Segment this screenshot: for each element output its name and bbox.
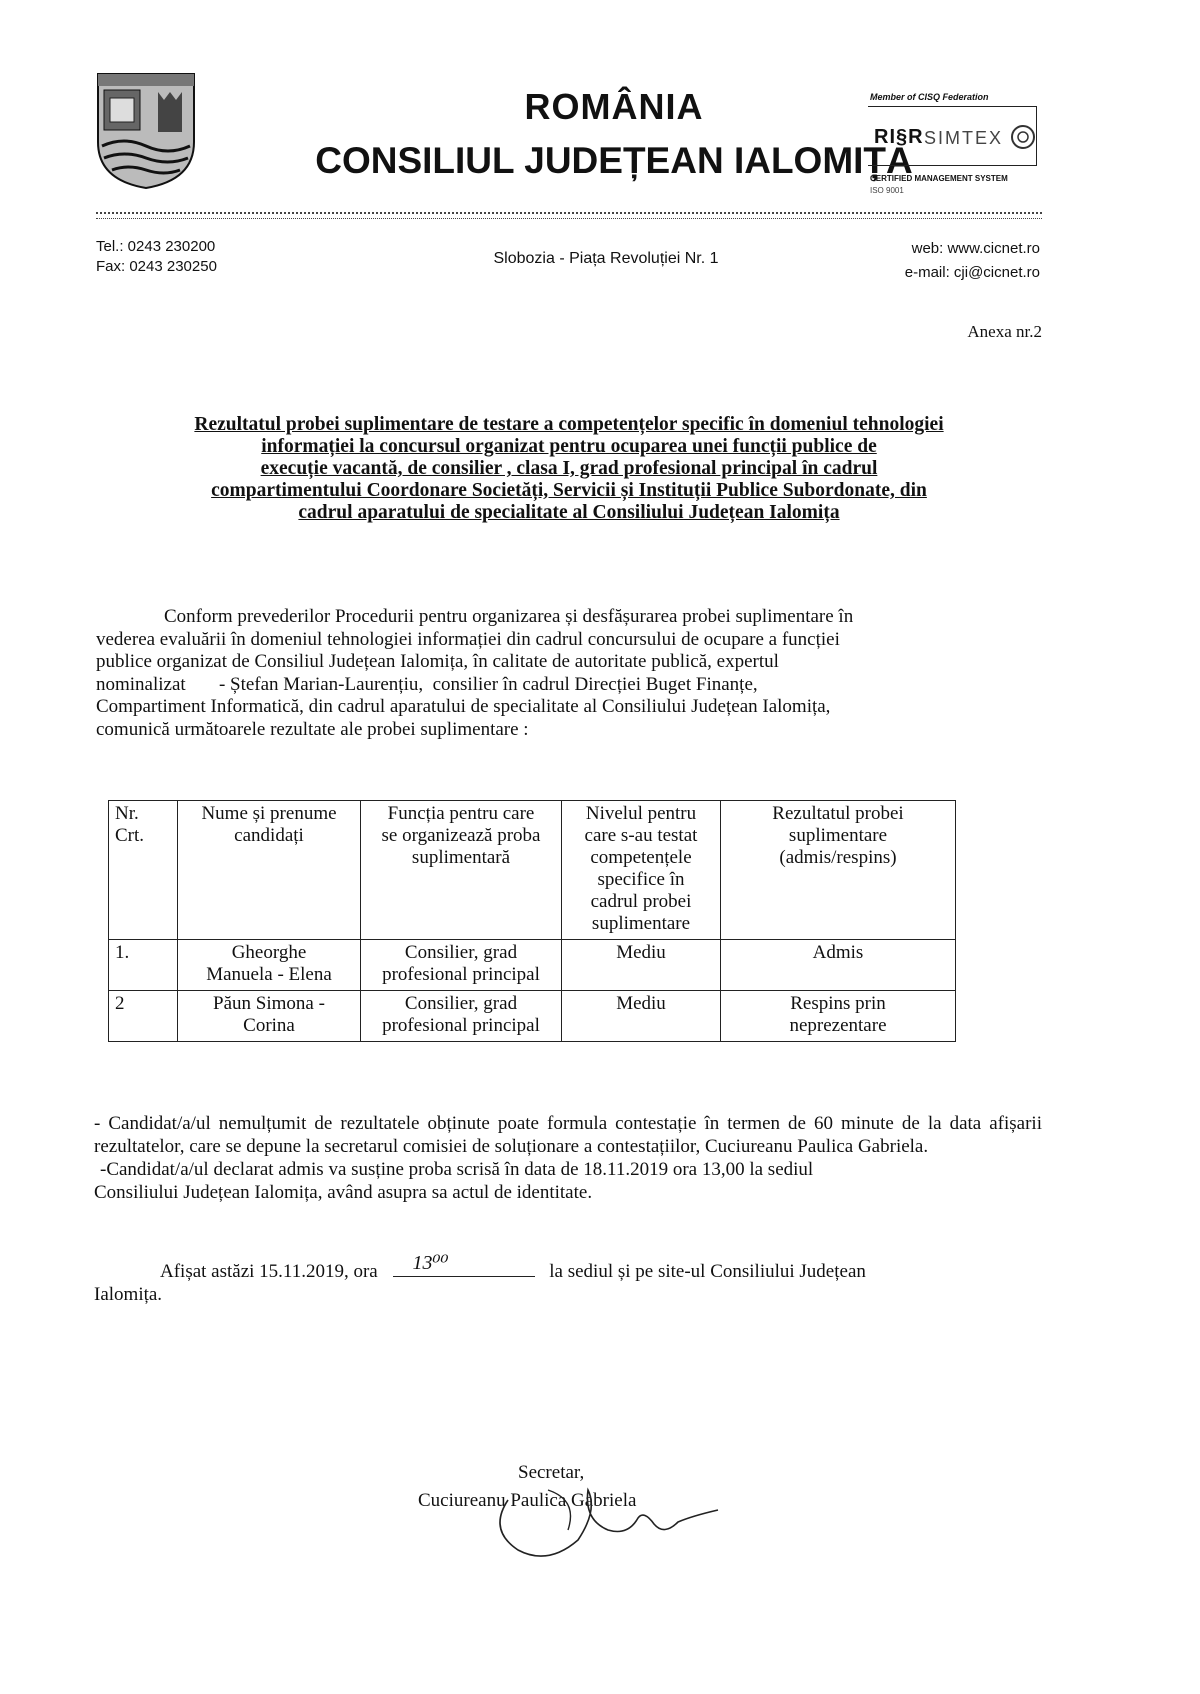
posted-hour-field xyxy=(393,1252,535,1277)
intro-line: Compartiment Informatică, din cadrul aparatului de specialitate al Consiliului Județean Ialomița, xyxy=(96,696,831,717)
cell-nr: 1. xyxy=(109,940,178,991)
signatory-name: Cuciureanu Paulica Gabriela xyxy=(418,1490,637,1511)
header-council-name: CONSILIUL JUDEȚEAN IALOMIȚA xyxy=(315,140,913,181)
results-table xyxy=(108,800,956,1042)
contact-fax: Fax: 0243 230250 xyxy=(96,258,217,275)
contact-email: e-mail: cji@cicnet.ro xyxy=(904,264,1040,281)
intro-line: Conform prevederilor Procedurii pentru organizarea și desfășurarea probei suplimentare în xyxy=(164,606,854,627)
posted-hour-handwritten: 13⁰⁰ xyxy=(412,1252,449,1274)
title-line: informației la concursul organizat pentru ocuparea unei funcții publice de xyxy=(261,436,877,457)
contact-phone: Tel.: 0243 230200 xyxy=(96,238,216,255)
cell-result: Respins prin neprezentare xyxy=(721,991,956,1042)
admitted-note-line: Consiliului Județean Ialomița, având asupra sa actul de identitate. xyxy=(94,1182,593,1203)
header-country: ROMÂNIA xyxy=(524,86,704,127)
posted-location-end: Ialomița. xyxy=(94,1284,163,1305)
table-row xyxy=(109,940,956,991)
header-divider xyxy=(96,212,1042,214)
title-line: Rezultatul probei suplimentare de testare a competențelor specific în domeniul tehnologiei xyxy=(194,414,944,435)
intro-line: comunică următoarele rezultate ale probei suplimentare : xyxy=(96,718,529,740)
title-line: cadrul aparatului de specialitate al Consiliului Județean Ialomița xyxy=(298,502,840,523)
cert-seal-icon xyxy=(1010,124,1036,150)
cell-level: Mediu xyxy=(562,991,721,1042)
cell-function: Consilier, grad profesional principal xyxy=(361,991,562,1042)
header-divider-thin xyxy=(96,218,1042,219)
table-row xyxy=(109,991,956,1042)
title-line: execuție vacantă, de consilier , clasa I, grad profesional principal în cadrul xyxy=(260,458,878,479)
intro-line: publice organizat de Consiliul Județean Ialomița, în calitate de autoritate publică, expertul xyxy=(96,651,779,672)
notes-section xyxy=(94,1112,1042,1204)
document-title xyxy=(96,414,1042,524)
table-header-row xyxy=(109,801,956,940)
cert-risr-logo: RI§R xyxy=(874,126,924,148)
posted-location-text: la sediul și pe site-ul Consiliului Județean xyxy=(549,1261,866,1282)
column-header-result: Rezultatul probei suplimentare (admis/respins) xyxy=(721,801,956,940)
title-line: compartimentului Coordonare Societăți, Servicii și Instituții Publice Subordonate, din xyxy=(211,480,927,501)
cell-candidate-name: Păun Simona - Corina xyxy=(178,991,361,1042)
column-header-nr: Nr. Crt. xyxy=(109,801,178,940)
column-header-name: Nume și prenume candidați xyxy=(178,801,361,940)
contact-website: web: www.cicnet.ro xyxy=(911,240,1040,257)
signature-block xyxy=(418,1460,778,1570)
cert-certified-text: CERTIFIED MANAGEMENT SYSTEM xyxy=(870,174,1008,183)
cert-member-text: Member of CISQ Federation xyxy=(870,92,989,102)
signatory-title: Secretar, xyxy=(518,1462,585,1483)
cell-level: Mediu xyxy=(562,940,721,991)
admitted-note-line: -Candidat/a/ul declarat admis va susține proba scrisă în data de 18.11.2019 ora 13,00 la sediul xyxy=(100,1159,814,1180)
column-header-level: Nivelul pentru care s-au testat competențele specifice în cadrul probei suplimentare xyxy=(562,801,721,940)
intro-line: nominalizat - Ștefan Marian-Laurențiu, consilier în cadrul Direcției Buget Finanțe, xyxy=(96,673,758,695)
handwritten-signature xyxy=(488,1470,728,1570)
cert-iso-text: ISO 9001 xyxy=(870,186,904,195)
posting-notice xyxy=(94,1252,1042,1306)
contestation-note: - Candidat/a/ul nemulțumit de rezultatele obținute poate formula contestație în termen de 60 minute de la data afișarii rezultatelor, care se depune la secretarul comisiei de soluționare a contestațiilor, Cuciureanu Paulica Gabriela. xyxy=(94,1113,1042,1157)
cell-nr: 2 xyxy=(109,991,178,1042)
cell-function: Consilier, grad profesional principal xyxy=(361,940,562,991)
intro-paragraph xyxy=(96,606,1042,741)
annex-label: Anexa nr.2 xyxy=(967,322,1042,341)
cert-simtex-logo: SIMTEX xyxy=(924,128,1004,148)
intro-line: vederea evaluării în domeniul tehnologiei informației din cadrul concursului de ocupare a funcției xyxy=(96,628,840,650)
posted-date-text: Afișat astăzi 15.11.2019, ora xyxy=(160,1261,378,1282)
cell-result: Admis xyxy=(721,940,956,991)
contact-address: Slobozia - Piața Revoluției Nr. 1 xyxy=(493,250,719,267)
column-header-function: Funcția pentru care se organizează proba suplimentară xyxy=(361,801,562,940)
certification-logo xyxy=(868,92,1052,204)
cell-candidate-name: Gheorghe Manuela - Elena xyxy=(178,940,361,991)
